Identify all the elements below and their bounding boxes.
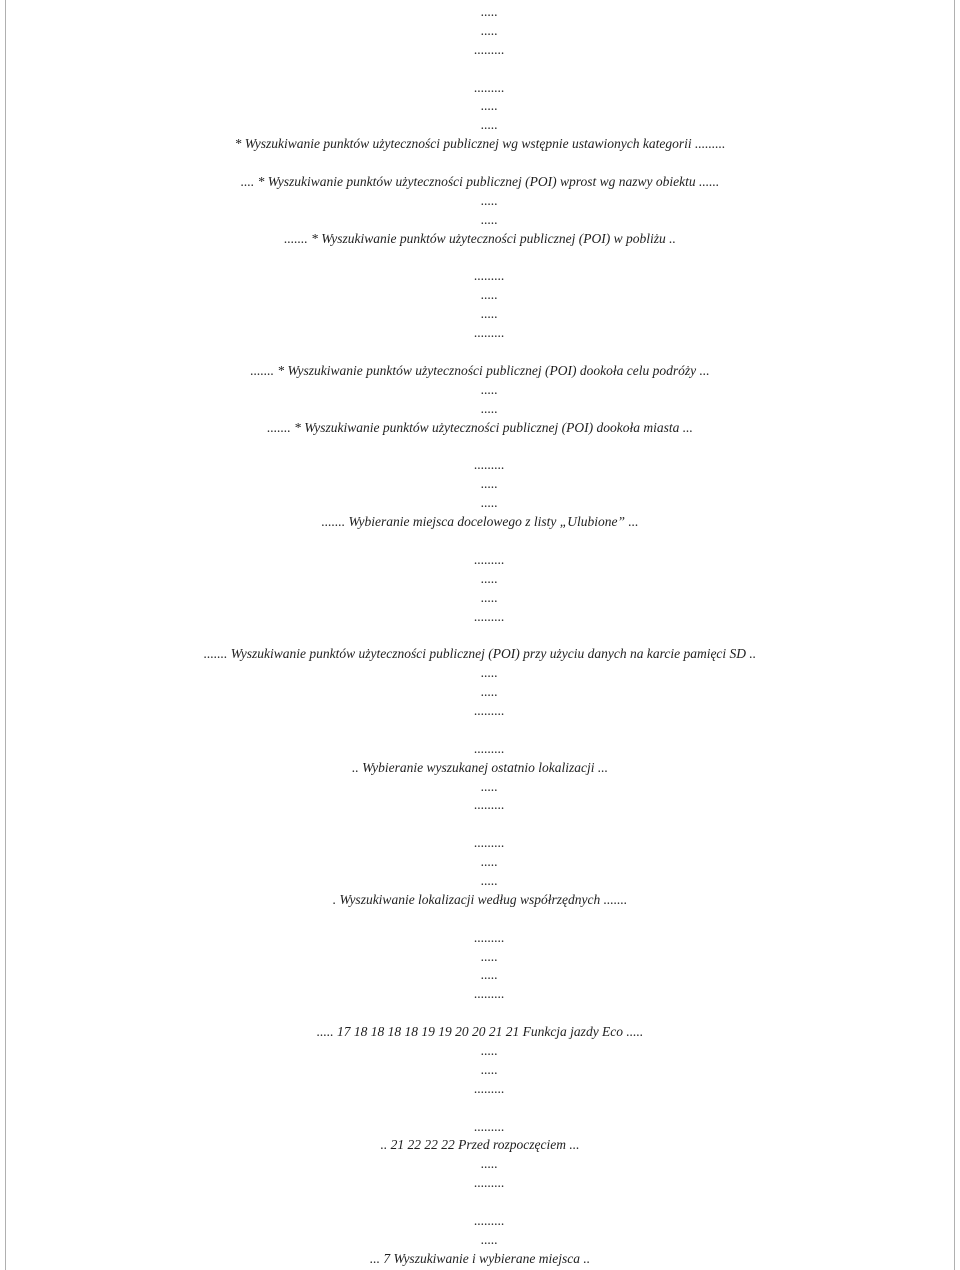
leader-dots: ..... xyxy=(480,400,498,416)
blank-line xyxy=(0,154,960,173)
leader-dots: ..... xyxy=(480,589,498,605)
leader-dots: ..... xyxy=(480,495,498,511)
leader-dots: ..... xyxy=(480,778,498,794)
leader-dots: ..... xyxy=(480,4,498,19)
toc-entry: ....... Wyszukiwanie punktów użyteczności publicznej (POI) przy użyciu danych na karcie pamięci SD .. xyxy=(203,646,757,662)
leader-dots: ..... xyxy=(480,1042,498,1058)
leader-dots: ..... xyxy=(480,98,498,114)
leader-dots: ......... xyxy=(473,1118,505,1134)
blank-line xyxy=(0,343,960,362)
leader-dots: ......... xyxy=(473,41,505,57)
leader-dots: ..... xyxy=(480,211,498,227)
blank-line xyxy=(0,1099,960,1118)
leader-dots: ......... xyxy=(473,1213,505,1228)
blank-line xyxy=(0,1193,960,1212)
leader-dots: ..... xyxy=(480,854,498,870)
blank-line xyxy=(0,721,960,740)
toc-entry: * Wyszukiwanie punktów użyteczności publicznej wg wstępnie ustawionych kategorii ......... xyxy=(234,136,726,152)
leader-dots: ..... xyxy=(480,570,498,586)
blank-line xyxy=(0,910,960,929)
leader-dots: ......... xyxy=(473,325,505,341)
toc-entry: ... 7 Wyszukiwanie i wybierane miejsca .. xyxy=(369,1250,591,1266)
leader-dots: ..... xyxy=(480,872,498,888)
blank-line xyxy=(0,815,960,834)
leader-dots: ..... xyxy=(480,1061,498,1077)
leader-dots: ..... xyxy=(480,948,498,964)
leader-dots: ..... xyxy=(480,684,498,700)
leader-dots: ......... xyxy=(473,1175,505,1191)
leader-dots: ......... xyxy=(473,835,505,851)
leader-dots: ......... xyxy=(473,79,505,95)
leader-dots: ..... xyxy=(480,381,498,397)
toc-entry: .... * Wyszukiwanie punktów użyteczności publicznej (POI) wprost wg nazwy obiektu ...... xyxy=(240,174,720,190)
leader-dots: ......... xyxy=(473,702,505,718)
leader-dots: ..... xyxy=(480,476,498,492)
leader-dots: ......... xyxy=(473,1080,505,1096)
blank-line xyxy=(0,249,960,268)
blank-line xyxy=(0,626,960,645)
leader-dots: ..... xyxy=(480,1156,498,1172)
blank-line xyxy=(0,532,960,551)
leader-dots: ......... xyxy=(473,268,505,284)
leader-dots: ..... xyxy=(480,192,498,208)
toc-entry: ....... * Wyszukiwanie punktów użyteczności publicznej (POI) dookoła miasta ... xyxy=(267,419,693,435)
blank-line xyxy=(0,437,960,456)
leader-dots: ......... xyxy=(473,986,505,1002)
toc-entry: ....... * Wyszukiwanie punktów użyteczności publicznej (POI) dookoła celu podróży ... xyxy=(250,362,710,378)
leader-dots: ..... xyxy=(480,287,498,303)
leader-dots: ......... xyxy=(473,551,505,567)
leader-dots: ..... xyxy=(480,117,498,133)
toc-entry: ....... * Wyszukiwanie punktów użyteczności publicznej (POI) w pobliżu .. xyxy=(284,230,676,246)
leader-dots: ..... xyxy=(480,967,498,983)
leader-dots: ......... xyxy=(473,608,505,624)
leader-dots: ..... xyxy=(480,22,498,38)
blank-line xyxy=(0,60,960,79)
leader-dots: ......... xyxy=(473,740,505,756)
leader-dots: ......... xyxy=(473,797,505,813)
toc-entry: ....... Wybieranie miejsca docelowego z listy „Ulubione” ... xyxy=(321,514,639,530)
leader-dots: ......... xyxy=(473,457,505,473)
table-of-contents xyxy=(0,3,960,1269)
leader-dots: ..... xyxy=(480,306,498,322)
toc-entry: .. Wybieranie wyszukanej ostatnio lokalizacji ... xyxy=(352,759,608,775)
leader-dots: ..... xyxy=(480,1231,498,1247)
toc-entry: . Wyszukiwanie lokalizacji według współrzędnych ....... xyxy=(332,891,628,907)
blank-line xyxy=(0,1004,960,1023)
leader-dots: ..... xyxy=(480,665,498,681)
toc-entry: ..... 17 18 18 18 18 19 19 20 20 21 21 Funkcja jazdy Eco ..... xyxy=(316,1024,644,1040)
toc-entry: .. 21 22 22 22 Przed rozpoczęciem ... xyxy=(380,1137,580,1153)
leader-dots: ......... xyxy=(473,929,505,945)
